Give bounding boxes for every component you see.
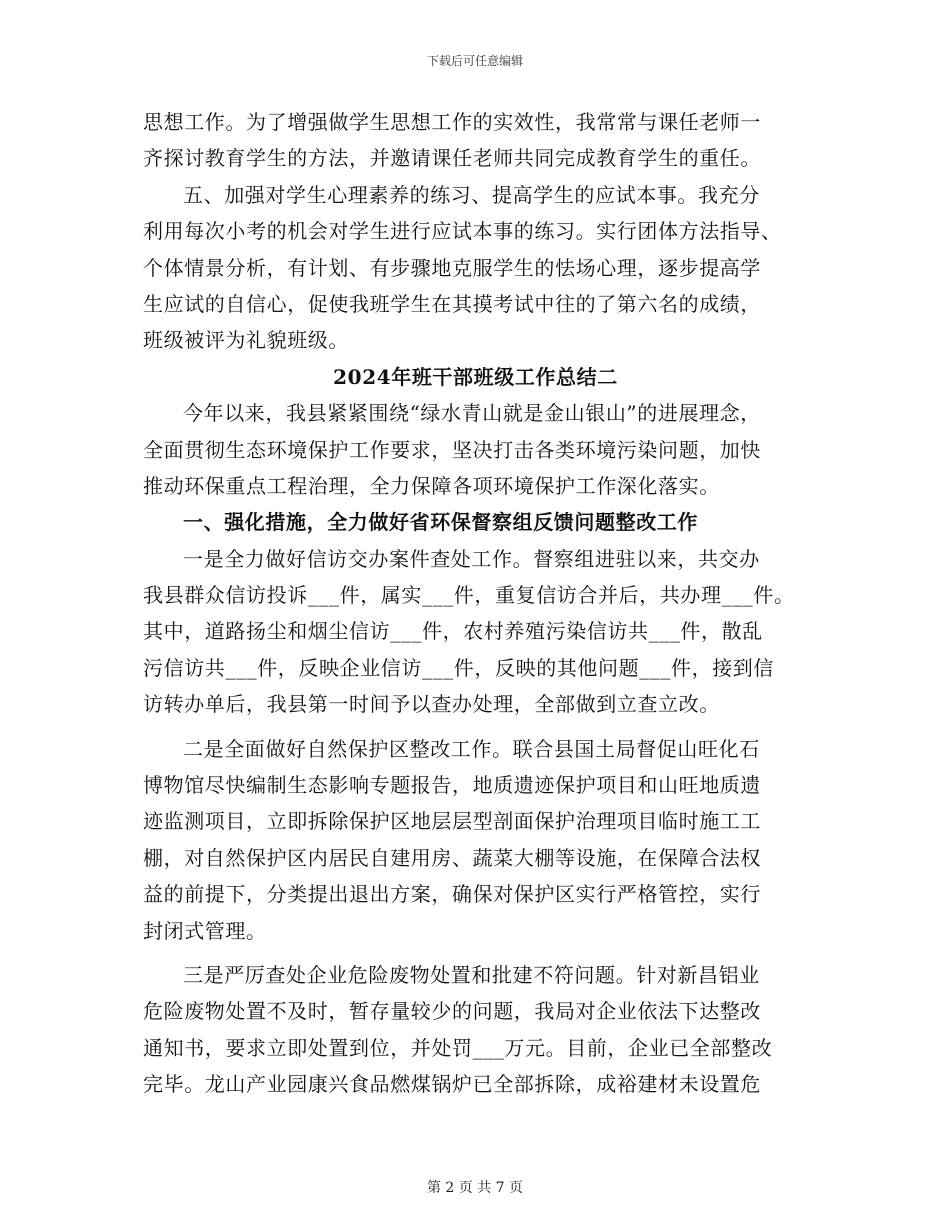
paragraph-start: 一是全力做好信访交办案件查处工作。督察组进驻以来，共交办 [183, 546, 760, 571]
body-line: 访转办单后，我县第一时间予以查办处理，全部做到立查立改。 [143, 692, 720, 717]
paragraph-start: 三是严厉查处企业危险废物处置和批建不符问题。针对新昌铝业 [183, 962, 760, 987]
body-line: 推动环保重点工程治理，全力保障各项环境保护工作深化落实。 [143, 473, 720, 498]
body-line: 完毕。龙山产业园康兴食品燃煤锅炉已全部拆除，成裕建材未设置危 [143, 1072, 761, 1097]
paragraph-gap [143, 723, 808, 731]
page-header-note: 下载后可任意编辑 [426, 54, 523, 68]
section-title: 2024年班干部班级工作总结二 [333, 364, 618, 389]
body-line: 污信访共___件，反映企业信访___件，反映的其他问题___件，接到信 [143, 655, 774, 680]
paragraph-start: 今年以来，我县紧紧围绕“绿水青山就是金山银山”的进展理念， [183, 401, 761, 426]
paragraph-start: 二是全面做好自然保护区整改工作。联合县国土局督促山旺化石 [183, 736, 760, 761]
body-line: 个体情景分析，有计划、有步骤地克服学生的怯场心理，逐步提高学 [143, 255, 761, 280]
body-line: 博物馆尽快编制生态影响专题报告，地质遗迹保护项目和山旺地质遗 [143, 773, 761, 798]
body-line: 危险废物处置不及时，暂存量较少的问题，我局对企业依法下达整改 [143, 999, 761, 1024]
body-line: 齐探讨教育学生的方法，并邀请课任老师共同完成教育学生的重任。 [143, 146, 761, 171]
body-line: 思想工作。为了增强做学生思想工作的实效性，我常常与课任老师一 [143, 110, 761, 134]
paragraph-gap [143, 949, 808, 957]
body-line: 益的前提下，分类提出退出方案，确保对保护区实行严格管控，实行 [143, 882, 761, 907]
page-number: 第 2 页 共 7 页 [426, 1180, 524, 1196]
body-line: 全面贯彻生态环境保护工作要求，坚决打击各类环境污染问题，加快 [143, 437, 761, 462]
body-line: 其中，道路扬尘和烟尘信访___件，农村养殖污染信访共___件，散乱 [143, 619, 763, 644]
body-line: 迹监测项目，立即拆除保护区地层层型剖面保护治理项目临时施工工 [143, 809, 761, 834]
document-body [143, 104, 808, 1103]
paragraph-start: 五、加强对学生心理素养的练习、提高学生的应试本事。我充分 [183, 182, 760, 207]
body-line: 班级被评为礼貌班级。 [143, 328, 349, 353]
sub-heading: 一、强化措施，全力做好省环保督察组反馈问题整改工作 [183, 510, 698, 535]
body-line: 棚，对自然保护区内居民自建用房、蔬菜大棚等设施，在保障合法权 [143, 845, 761, 870]
body-line: 利用每次小考的机会对学生进行应试本事的练习。实行团体方法指导、 [143, 219, 782, 244]
body-line: 封闭式管理。 [143, 918, 267, 943]
body-line: 通知书，要求立即处置到位，并处罚___万元。目前，企业已全部整改 [143, 1035, 773, 1060]
body-line: 生应试的自信心，促使我班学生在其摸考试中往的了第六名的成绩， [143, 291, 761, 316]
body-line: 我县群众信访投诉___件，属实___件，重复信访合并后，共办理___件。 [143, 583, 795, 608]
